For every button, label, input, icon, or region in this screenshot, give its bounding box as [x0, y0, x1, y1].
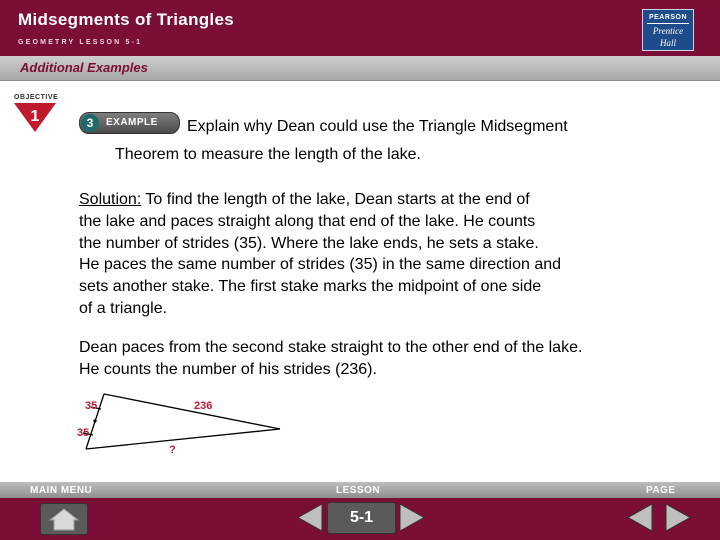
page-title: Midsegments of Triangles — [18, 10, 234, 29]
label-236: 236 — [194, 400, 213, 412]
solution-line-3: the number of strides (35). Where the lake ends, he sets a stake. — [79, 234, 539, 252]
page-prev-button[interactable] — [626, 502, 654, 533]
page-label: PAGE — [646, 485, 676, 496]
lesson-label: LESSON — [336, 485, 381, 496]
solution-line-2: the lake and paces straight along that end of the lake. He counts — [79, 212, 536, 230]
main-menu-button[interactable] — [40, 503, 88, 535]
question-line-2: Theorem to measure the length of the lake. — [115, 146, 421, 163]
arrow-right-icon — [664, 502, 692, 533]
objective-label: OBJECTIVE — [14, 94, 59, 101]
lake-side-line — [86, 429, 280, 449]
paragraph-2-line-1: Dean paces from the second stake straight to the other end of the lake. — [79, 339, 583, 356]
lesson-number: 5-1 — [327, 502, 396, 534]
home-icon — [41, 504, 87, 534]
solution-line-1 — [79, 189, 561, 211]
solution-line-6: of a triangle. — [79, 299, 168, 317]
solution-text — [79, 189, 561, 320]
example-badge — [79, 112, 180, 134]
header — [0, 0, 720, 56]
arrow-right-icon — [398, 502, 426, 533]
example-number: 3 — [81, 114, 99, 132]
label-35-top: 35 — [85, 400, 98, 412]
triangle-diagram — [70, 385, 290, 460]
section-bar — [0, 56, 720, 81]
lesson-prev-button[interactable] — [296, 502, 324, 533]
arrow-left-icon — [296, 502, 324, 533]
paragraph-2 — [79, 337, 582, 381]
solution-line-4: He paces the same number of strides (35) in the same direction and — [79, 256, 562, 274]
logo-text-top: PEARSON — [647, 14, 689, 24]
solution-line-1-text: To find the length of the lake, Dean starts at the end of — [141, 191, 530, 208]
lesson-next-button[interactable] — [398, 502, 426, 533]
pearson-logo — [642, 9, 694, 51]
solution-line-5: sets another stake. The first stake marks the midpoint of one side — [79, 278, 542, 296]
question-line-1: Explain why Dean could use the Triangle Midsegment — [187, 118, 568, 135]
objective-number: 1 — [30, 108, 40, 125]
label-35-bottom: 35 — [77, 427, 90, 439]
solution-heading: Solution: — [79, 191, 142, 208]
page-next-button[interactable] — [664, 502, 692, 533]
midpoint-dot — [93, 419, 96, 422]
example-label: EXAMPLE — [106, 117, 158, 128]
arrow-left-icon — [626, 502, 654, 533]
side-236-line — [104, 394, 280, 429]
objective-marker — [10, 94, 60, 134]
logo-text-prentice: Prentice — [652, 26, 684, 36]
lesson-subtitle: GEOMETRY LESSON 5-1 — [18, 39, 143, 46]
section-bar-label: Additional Examples — [20, 60, 148, 75]
label-unknown: ? — [169, 444, 176, 456]
logo-text-hall: Hall — [659, 38, 676, 48]
paragraph-2-line-2: He counts the number of his strides (236). — [79, 360, 377, 378]
main-menu-label: MAIN MENU — [30, 485, 93, 496]
objective-arrow-icon — [10, 94, 60, 134]
